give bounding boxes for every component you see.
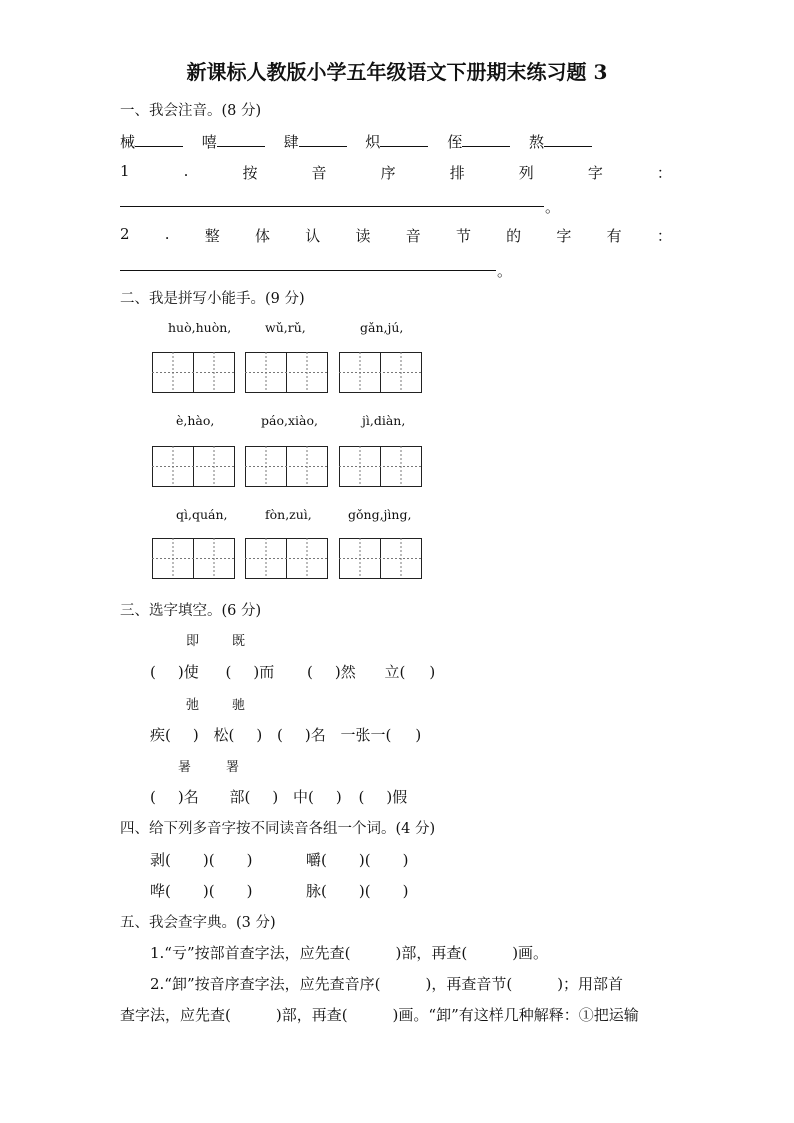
fill-text: ) (192, 726, 199, 744)
fill-text: 脉( (306, 882, 327, 900)
period: 。 (497, 262, 513, 280)
q1-token: 字 (587, 164, 603, 182)
fill-text: ) (402, 882, 409, 900)
fill-text: ) (402, 851, 409, 869)
q2-token: 节 (455, 227, 471, 245)
char: 炽 (365, 133, 381, 151)
q2-token: 体 (255, 227, 271, 245)
pinyin-label: wǔ,rǔ, (265, 320, 306, 335)
writing-grid[interactable] (339, 352, 421, 392)
q1-token: 按 (242, 164, 258, 182)
answer-blank[interactable] (299, 132, 347, 147)
polyphone-row (150, 880, 408, 901)
writing-grid[interactable] (152, 352, 234, 392)
section-4-heading: 四、给下列多音字按不同读音各组一个词。(4 分) (120, 821, 436, 837)
q2-token: 音 (405, 227, 421, 245)
page-title: 新课标人教版小学五年级语文下册期末练习题 3 (186, 60, 608, 84)
choice-char: 弛 (186, 698, 200, 713)
pinyin-label: fòn,zuì, (265, 507, 312, 522)
question-text: 2.“卸”按音序查字法，应先查音序( )，再查音节( )；用部首 (150, 975, 624, 993)
fill-row (150, 786, 407, 807)
question-text: 查字法，应先查( )部，再查( )画。“卸”有这样几种解释：①把运输 (120, 1006, 639, 1024)
pinyin-label: huò,huòn, (168, 320, 232, 335)
fill-text: )名 (177, 788, 199, 806)
fill-text: ) (429, 663, 436, 681)
fill-text: )( (202, 851, 215, 869)
writing-grid[interactable] (339, 446, 421, 486)
period: 。 (545, 198, 561, 216)
q2-token: ： (656, 227, 672, 245)
choice-char: 署 (226, 760, 240, 775)
answer-blank[interactable] (462, 132, 510, 147)
fill-text: 嚼( (306, 851, 327, 869)
q1-token: 音 (311, 164, 327, 182)
fill-text: 中( (293, 788, 314, 806)
answer-line[interactable] (120, 270, 496, 271)
fill-text: ( (150, 663, 156, 681)
writing-grid[interactable] (339, 538, 421, 578)
fill-text: 哗( (150, 882, 171, 900)
q1-token: 排 (449, 164, 465, 182)
polyphone-row (150, 849, 408, 870)
fill-text: ( (150, 788, 156, 806)
pinyin-label: gǎn,jú, (360, 320, 404, 335)
fill-text: 疾( (150, 726, 171, 744)
section-1-heading: 一、我会注音。(8 分) (120, 103, 262, 119)
choice-char: 驰 (232, 698, 246, 713)
fill-text: 松( (213, 726, 235, 744)
writing-grid[interactable] (152, 538, 234, 578)
fill-text: ) (335, 788, 342, 806)
q2-token: 整 (204, 227, 220, 245)
pinyin-label: è,hào, (176, 413, 215, 428)
writing-grid[interactable] (245, 352, 327, 392)
answer-blank[interactable] (135, 132, 183, 147)
q2-token: 读 (355, 227, 371, 245)
fill-text: )而 (253, 663, 275, 681)
fill-text: ) (246, 882, 253, 900)
char: 肆 (283, 133, 299, 151)
section-5-heading: 五、我会查字典。(3 分) (120, 915, 276, 931)
fill-text: )( (358, 851, 371, 869)
char: 侄 (447, 133, 463, 151)
fill-row (150, 661, 435, 682)
q1-token: ： (656, 164, 672, 182)
q2-token: 2 (120, 225, 130, 243)
pinyin-label: qì,quán, (176, 507, 228, 522)
pinyin-label: jì,diàn, (362, 413, 406, 428)
fill-text: )假 (386, 788, 408, 806)
fill-text: )使 (177, 663, 199, 681)
answer-blank[interactable] (544, 132, 592, 147)
q1-token: 列 (518, 164, 534, 182)
question-2 (120, 225, 672, 246)
fill-text: 立( (384, 663, 406, 681)
pinyin-label: gǒng,jìng, (348, 507, 412, 522)
choice-char: 既 (232, 634, 246, 649)
q2-token: . (164, 225, 170, 243)
fill-text: 部( (229, 788, 251, 806)
answer-blank[interactable] (380, 132, 428, 147)
fill-text: ) (256, 726, 263, 744)
annotation-row (120, 131, 592, 152)
fill-text: ) (415, 726, 422, 744)
fill-text: 剥( (150, 851, 171, 869)
q2-token: 的 (506, 227, 522, 245)
q1-token: . (183, 162, 189, 180)
choice-char: 即 (186, 634, 200, 649)
section-3-heading: 三、选字填空。(6 分) (120, 603, 262, 619)
writing-grid[interactable] (245, 538, 327, 578)
char: 嘻 (201, 133, 217, 151)
q2-token: 认 (305, 227, 321, 245)
writing-grid[interactable] (152, 446, 234, 486)
question-text: 1.“亏”按部首查字法，应先查( )部，再查( )画。 (150, 944, 549, 962)
fill-text: ( (277, 726, 283, 744)
section-2-heading: 二、我是拼写小能手。(9 分) (120, 291, 305, 307)
q1-token: 序 (380, 164, 396, 182)
pinyin-label: páo,xiào, (261, 413, 318, 428)
answer-blank[interactable] (217, 132, 265, 147)
fill-text: )名 (304, 726, 326, 744)
fill-text: ( (225, 663, 232, 681)
question-1 (120, 162, 672, 183)
fill-text: ) (272, 788, 279, 806)
fill-text: )( (202, 882, 215, 900)
fill-text: )然 (334, 663, 356, 681)
fill-text: ) (246, 851, 253, 869)
fill-text: )( (358, 882, 371, 900)
q1-token: 1 (120, 162, 130, 180)
fill-text: ( (358, 788, 365, 806)
answer-line[interactable] (120, 206, 544, 207)
choice-char: 暑 (178, 760, 192, 775)
fill-row (150, 724, 421, 745)
fill-text: 一张一( (340, 726, 392, 744)
q2-token: 字 (556, 227, 572, 245)
char: 熬 (528, 133, 544, 151)
writing-grid[interactable] (245, 446, 327, 486)
fill-text: ( (307, 663, 313, 681)
q2-token: 有 (606, 227, 622, 245)
char: 械 (120, 133, 136, 151)
